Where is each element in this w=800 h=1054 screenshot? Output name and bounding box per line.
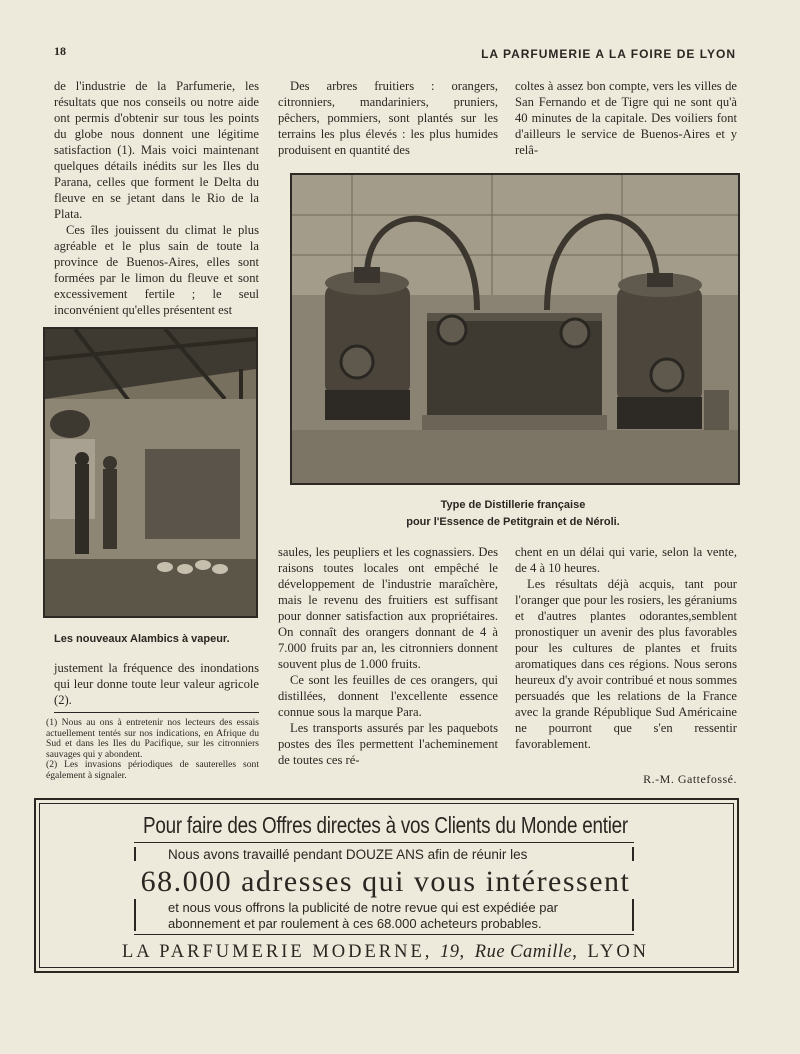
column-1-bottom [54,660,259,708]
alembics-illustration [45,329,256,616]
author-signature: R.-M. Gattefossé. [643,772,737,786]
column-3-paragraph-2: chent en un délai qui varie, selon la vente, de 4 à 10 heures. [515,545,737,575]
advert-footer-comma-1: , [459,942,475,962]
column-2-top [278,78,498,158]
footnote-1: (1) Nous au ons à entretenir nos lecteurs des essais actuellement tentés sur nos indications, en Afrique du Sud et dans les Iles du Pacifique, sur les citronniers sauvages qui y abondent. [46,717,259,760]
advert-line-2: Nous avons travaillé pendant DOUZE ANS afin de réunir les [168,847,528,862]
column-2-paragraph-4: Les transports assurés par les paquebots postes des îles permettent l'acheminement de toutes ces ré- [278,721,498,767]
column-2-paragraph-2: saules, les peupliers et les cognassiers. Des raisons toutes locales ont empêché le développement de l'industrie maraîchère, mais le revenu des fruitiers est suffisant pour donner satisfaction aux propriétaires. On connaît des orangers donnant de 4 à 7.000 fruits par an, les citronniers donnent souvent plus de 1.000 fruits. [278,545,498,671]
footnote-2: (2) Les invasions périodiques de sauterelles sont également à signaler. [46,759,259,781]
advert-footer-comma-2: , [572,942,588,962]
alembics-caption: Les nouveaux Alambics à vapeur. [54,633,230,645]
advert-bar-left-2 [134,899,136,931]
advert-footer [39,942,732,963]
page-number: 18 [54,44,66,58]
advert-bar-right-1 [632,847,634,861]
advert-footer-street: Rue Camille [474,942,573,962]
footnotes [46,718,259,781]
distillery-illustration [292,175,738,483]
advert-body-line-2: abonnement et par roulement à ces 68.000 acheteurs probables. [168,916,542,931]
advert-rule-top [134,842,634,843]
column-1-top [54,78,259,318]
advert-headline: Pour faire des Offres directes à vos Clients du Monde entier [143,812,628,838]
column-2-bottom [278,544,498,768]
advert-rule-bottom [134,934,634,935]
column-3-paragraph-1: coltes à assez bon compte, vers les villes de San Fernando et de Tigre qui ne sont qu'à 40 minutes de la capitale. Des voiliers font d'ailleurs le service de Buenos-Aires et y relâ- [515,79,737,157]
distillery-caption-line-2: pour l'Essence de Petitgrain et de Néroli. [406,516,620,528]
advert-bar-right-2 [632,899,634,931]
advert-footer-city: LYON [587,942,650,962]
advert-footer-number: 19 [440,942,460,962]
running-title: LA PARFUMERIE A LA FOIRE DE LYON [481,47,736,61]
advert-body-line-1: et nous vous offrons la publicité de notre revue qui est expédiée par [168,900,559,915]
alembics-photo [43,327,258,618]
column-2-paragraph-3: Ce sont les feuilles de ces orangers, qui distillées, donnent l'excellente essence connue sous la marque Para. [278,673,498,719]
distillery-caption [290,497,736,531]
distillery-caption-line-1: Type de Distillerie française [440,499,586,511]
advert-body [168,900,628,932]
distillery-photo [290,173,740,485]
column-3-paragraph-3: Les résultats déjà acquis, tant pour l'oranger que pour les rosiers, les géraniums et d'autres plantes odorantes,semblent pronostiquer un avenir des plus favorables pour les cultures de plantes et fruits aromatiques dans ces régions. Nous serons heureux d'y avoir contribué et nous sommes persuadés que les relations de la France avec la grande République Sud Américaine ne pourront que s'en ressentir favorablement. [515,577,737,751]
column-1-paragraph-2: Ces îles jouissent du climat le plus agréable et le plus sain de toute la province de Buenos-Aires, elles sont formées par le limon du fleuve et sont excessivement fertile ; le seul inconvénient qu'elles présentent est [54,223,259,317]
column-3-top [515,78,737,158]
column-2-paragraph-1: Des arbres fruitiers : orangers, citronniers, mandariniers, pruniers, pêchers, pommiers, sont plantés sur les terrains les plus élevés : les plus humides produisent en quantité des [278,79,498,157]
column-1-paragraph-1: de l'industrie de la Parfumerie, les résultats que nos conseils ou notre aide ont permis d'obtenir sur tous les points du globe nous donnent une légitime satisfaction (1). Mais voici maintenant quelques détails inédits sur les Iles du Parana, celles que forment le Delta du fleuve en se jetant dans le Rio de la Plata. [54,79,259,221]
column-1-paragraph-3: justement la fréquence des inondations qui leur donne toute leur valeur agricole (2). [54,661,259,707]
column-3-bottom [515,544,737,752]
advert-bar-left-1 [134,847,136,861]
advert-footer-name: LA PARFUMERIE MODERNE, [121,942,433,962]
advert-big-line: 68.000 adresses qui vous intéressent [140,865,631,898]
footnote-divider [54,712,259,713]
